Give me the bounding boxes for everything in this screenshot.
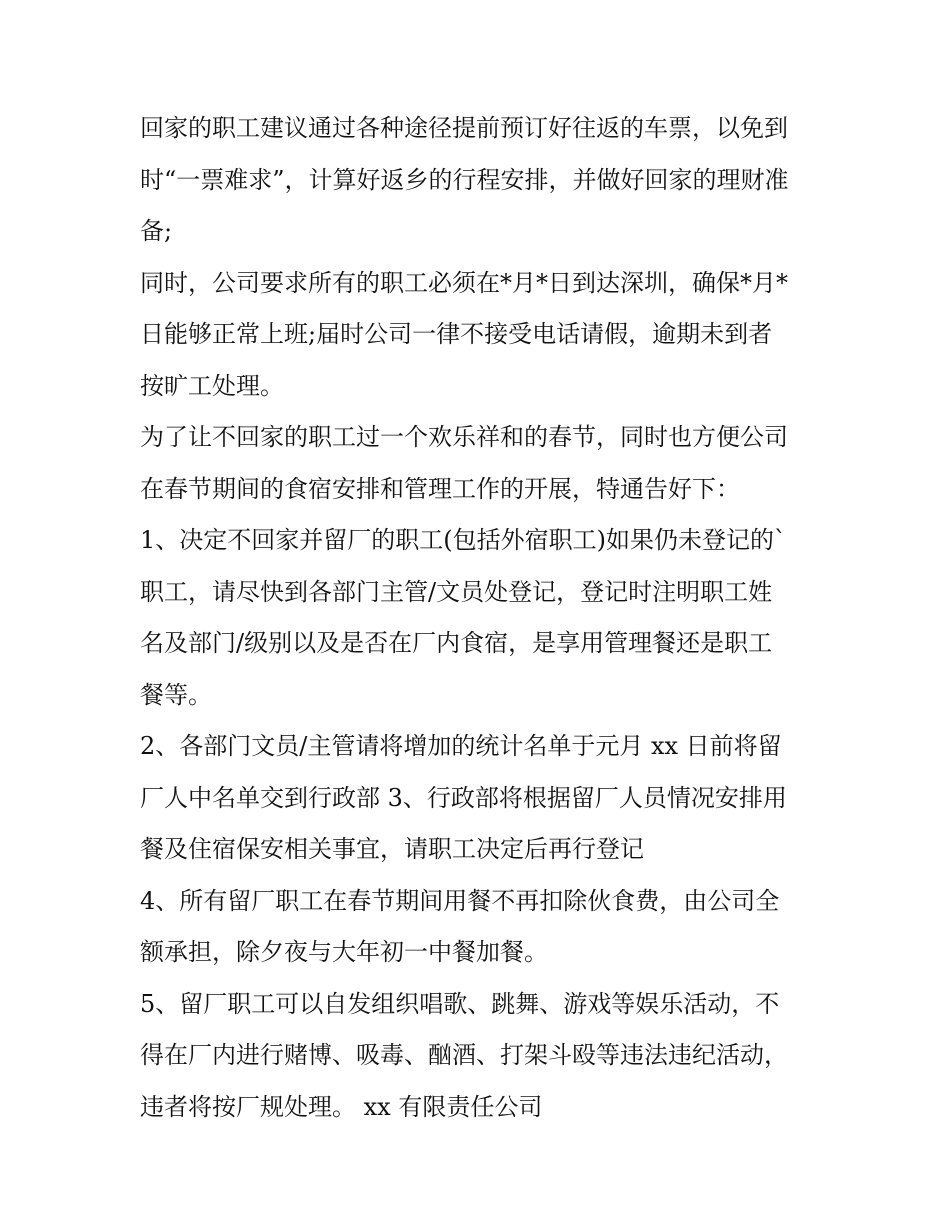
text-line: 厂人中名单交到行政部 3、行政部将根据留厂人员情况安排用: [140, 783, 787, 812]
paragraph-return-requirement: [140, 258, 812, 413]
text-line: 回家的职工建议通过各种途径提前预订好往返的车票，以免到: [140, 114, 788, 142]
paragraph-item-1: [140, 515, 812, 721]
text-line: 餐等。: [140, 680, 212, 709]
text-line: 为了让不回家的职工过一个欢乐祥和的春节，同时也方便公司: [140, 423, 788, 451]
text-line: 2、各部门文员/主管请将增加的统计名单于元月 xx 日前将留: [140, 732, 782, 760]
text-line: 职工，请尽快到各部门主管/文员处登记，登记时注明职工姓: [140, 577, 773, 606]
text-line: 餐及住宿保安相关事宜，请职工决定后再行登记: [140, 835, 644, 863]
text-line: 1、决定不回家并留厂的职工(包括外宿职工)如果仍未登记的`: [140, 526, 786, 554]
text-line: 名及部门/级别以及是否在厂内食宿，是享用管理餐还是职工: [140, 629, 773, 657]
text-line: 同时，公司要求所有的职工必须在*月*日到达深圳，确保*月*: [140, 268, 788, 297]
text-line: 额承担，除夕夜与大年初一中餐加餐。: [140, 938, 548, 966]
text-line: 在春节期间的食宿安排和管理工作的开展，特通告好下：: [140, 474, 740, 503]
text-line: 备;: [140, 217, 173, 245]
text-line: 5、留厂职工可以自发组织唱歌、跳舞、游戏等娱乐活动，不: [140, 989, 780, 1018]
text-line: 得在厂内进行赌博、吸毒、酗酒、打架斗殴等违法违纪活动，: [140, 1041, 788, 1069]
paragraph-travel-advice: [140, 103, 812, 258]
paragraph-item-4: [140, 876, 812, 979]
text-line: 违者将按厂规处理。 xx 有限责任公司: [140, 1092, 543, 1121]
paragraph-item-2-3: [140, 721, 812, 876]
text-line: 时“一票难求”，计算好返乡的行程安排，并做好回家的理财准: [140, 165, 789, 194]
paragraph-notice-intro: [140, 412, 812, 515]
paragraph-item-5: [140, 979, 812, 1134]
text-line: 按旷工处理。: [140, 371, 284, 400]
text-line: 日能够正常上班;届时公司一律不接受电话请假，逾期未到者: [140, 320, 773, 348]
document-body: [140, 103, 812, 1133]
text-line: 4、所有留厂职工在春节期间用餐不再扣除伙食费，由公司全: [140, 886, 780, 915]
